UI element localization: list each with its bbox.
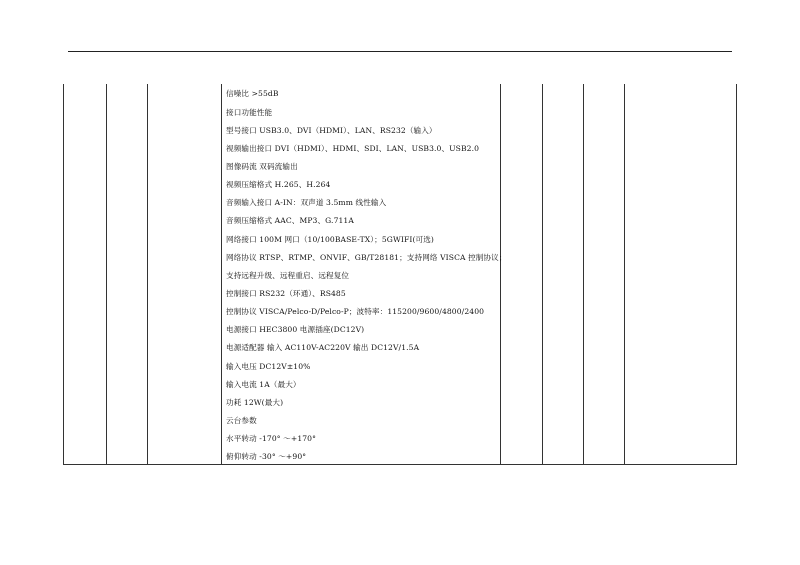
spec-line: 输入电流 1A（最大） bbox=[226, 380, 301, 389]
spec-line: 音频输入接口 A-IN：双声道 3.5mm 线性输入 bbox=[226, 198, 387, 207]
spec-line: 接口功能性能 bbox=[226, 108, 273, 117]
header-rule bbox=[68, 51, 732, 52]
spec-line: 网络接口 100M 网口（10/100BASE-TX）；5GWIFI(可选) bbox=[226, 235, 434, 244]
spec-line: 俯仰转动 -30° ～+90° bbox=[226, 452, 307, 461]
spec-line: 电源适配器 输入 AC110V-AC220V 输出 DC12V/1.5A bbox=[226, 343, 420, 352]
spec-line: 输入电压 DC12V±10% bbox=[226, 362, 311, 371]
spec-line: 信噪比 >55dB bbox=[226, 89, 279, 98]
column-border bbox=[583, 84, 584, 465]
column-border bbox=[542, 84, 543, 465]
spec-line: 支持远程升级、远程重启、远程复位 bbox=[226, 271, 350, 280]
spec-line: 云台参数 bbox=[226, 416, 257, 425]
spec-line: 视频输出接口 DVI（HDMI）、HDMI、SDI、LAN、USB3.0、USB2.0 bbox=[226, 144, 480, 153]
column-border bbox=[147, 84, 148, 465]
column-border bbox=[624, 84, 625, 465]
spec-line: 型号接口 USB3.0、DVI（HDMI）、LAN、RS232（输入） bbox=[226, 126, 437, 135]
spec-line: 控制协议 VISCA/Pelco-D/Pelco-P；波特率：115200/9600/4800/2400 bbox=[226, 307, 485, 316]
spec-cell bbox=[221, 84, 507, 465]
spec-line: 控制接口 RS232（环通）、RS485 bbox=[226, 289, 346, 298]
spec-line: 水平转动 -170° ～+170° bbox=[226, 434, 317, 443]
spec-line: 网络协议 RTSP、RTMP、ONVIF、GB/T28181；支持网络 VISCA 控制协议； bbox=[226, 253, 507, 262]
column-border bbox=[736, 84, 737, 465]
spec-line: 音频压缩格式 AAC、MP3、G.711A bbox=[226, 216, 354, 225]
spec-line: 功耗 12W(最大) bbox=[226, 398, 284, 407]
column-border bbox=[500, 84, 501, 465]
spec-line: 图像码流 双码流输出 bbox=[226, 162, 298, 171]
spec-table bbox=[63, 84, 736, 465]
column-border bbox=[63, 84, 64, 465]
spec-line: 视频压缩格式 H.265、H.264 bbox=[226, 180, 331, 189]
spec-line: 电源接口 HEC3800 电源插座(DC12V) bbox=[226, 325, 365, 334]
column-border bbox=[106, 84, 107, 465]
